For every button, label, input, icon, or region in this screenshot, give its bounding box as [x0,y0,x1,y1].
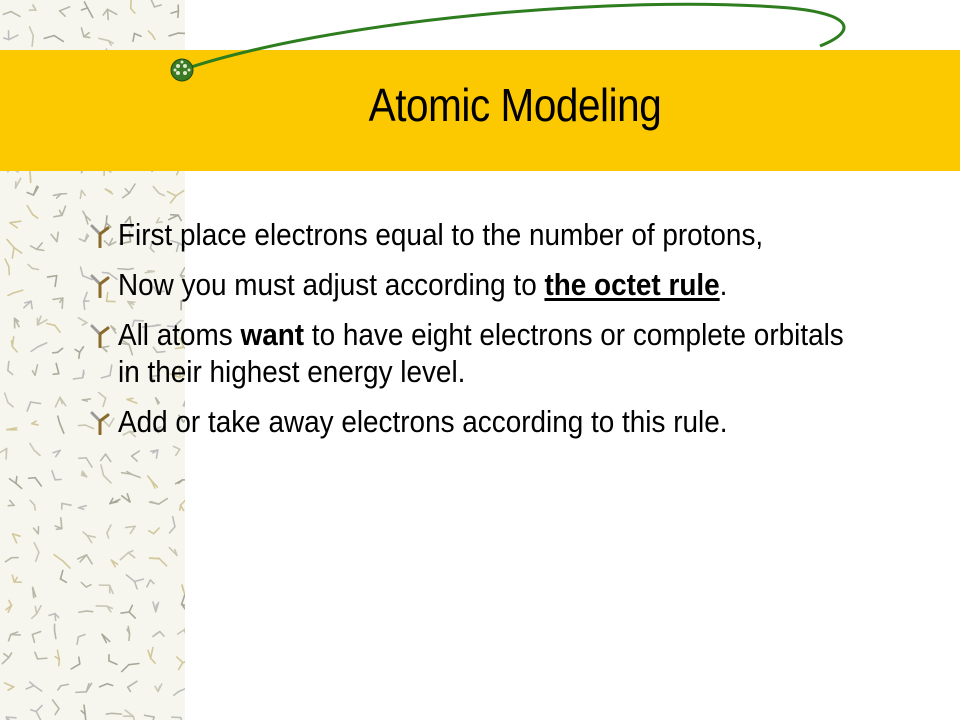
molecule-pattern-mark [5,259,9,275]
molecule-pattern-mark [0,449,7,459]
molecule-pattern-mark [54,206,66,217]
molecule-pattern-mark [55,397,65,407]
molecule-pattern-mark [153,632,164,637]
molecule-pattern-mark [34,543,39,562]
molecule-pattern-mark [2,653,11,664]
molecule-pattern-mark [126,526,136,533]
molecule-pattern-mark [79,611,93,612]
molecule-pattern-mark [150,558,167,566]
molecule-pattern-mark [53,363,59,374]
molecule-pattern-mark [32,365,37,375]
molecule-pattern-mark [148,648,155,664]
molecule-pattern-mark [176,480,185,484]
molecule-pattern-mark [14,318,19,328]
molecule-pattern-mark [106,713,121,714]
molecule-pattern-mark [102,634,110,642]
molecule-pattern-mark [121,605,135,618]
molecule-pattern-mark [30,500,35,510]
molecule-pattern-mark [122,494,130,502]
molecule-pattern-mark [33,587,36,597]
molecule-bullet-icon [88,222,112,248]
molecule-pattern-mark [127,627,130,641]
bullet-text-run: All atoms [118,317,241,352]
molecule-pattern-mark [60,570,66,582]
molecule-pattern-mark [144,715,154,720]
molecule-pattern-mark [26,682,42,691]
bullet-text-run: Add or take away electrons according to this rule. [118,404,728,439]
molecule-pattern-mark [101,465,111,483]
molecule-pattern-mark [10,221,21,228]
molecule-pattern-mark [8,500,14,505]
molecule-pattern-mark [177,657,185,669]
molecule-pattern-mark [27,206,38,219]
molecule-pattern-mark [31,706,42,720]
molecule-pattern-mark [155,684,162,691]
molecule-bullet-icon [88,409,112,435]
molecule-pattern-mark [107,525,111,538]
molecule-pattern-mark [126,575,143,589]
molecule-pattern-mark [111,560,117,567]
molecule-pattern-mark [9,477,21,489]
molecule-pattern-mark [32,632,40,643]
molecule-pattern-mark [51,232,58,241]
bullet-text-run: Now you must adjust according to [118,267,545,302]
slide-title: Atomic Modeling [368,79,662,131]
molecule-pattern-mark [7,239,22,258]
molecule-pattern-mark [54,555,70,568]
molecule-pattern-mark [34,527,39,534]
molecule-pattern-mark [182,585,185,594]
molecule-pattern-mark [12,575,21,582]
molecule-pattern-mark [180,500,185,510]
molecule-pattern-mark [9,632,21,641]
molecule-pattern-mark [53,700,59,715]
molecule-pattern-mark [147,580,154,587]
molecule-pattern-mark [5,558,18,562]
molecule-pattern-mark [79,506,87,510]
molecule-pattern-mark [31,243,44,251]
molecule-pattern-mark [30,443,40,455]
molecule-pattern-mark [174,689,185,695]
bullet-item [88,316,858,390]
molecule-bullet-icon [88,272,112,298]
molecule-pattern-mark [31,343,47,352]
molecule-pattern-mark [169,548,177,556]
molecule-pattern-mark [8,290,23,295]
bullet-text-run: . [719,267,728,302]
molecule-pattern-mark [28,264,38,269]
bullet-text-run: to have eight electrons or complete orbitals in their highest energy level. [118,317,844,389]
bullet-item [88,266,858,303]
molecule-pattern-mark [8,362,13,375]
molecule-pattern-mark [81,471,86,477]
molecule-pattern-mark [55,518,62,530]
molecule-pattern-mark [148,476,158,488]
molecule-pattern-mark [124,710,135,720]
molecule-pattern-mark [76,683,92,692]
molecule-pattern-mark [170,517,175,533]
molecule-pattern-mark [83,532,95,543]
bullet-text [118,316,856,390]
molecule-pattern-mark [47,276,56,287]
bullet-list [88,216,858,453]
molecule-pattern-mark [5,683,14,690]
molecule-pattern-mark [7,428,17,430]
molecule-pattern-mark [149,499,167,505]
molecule-pattern-mark [122,472,140,478]
molecule-pattern-mark [79,458,92,467]
molecule-pattern-mark [58,684,68,690]
molecule-pattern-mark [77,635,85,645]
molecule-pattern-mark [178,623,185,634]
molecule-pattern-mark [81,582,91,587]
molecule-pattern-mark [100,684,113,687]
molecule-pattern-mark [99,585,113,593]
bullet-text [118,216,856,253]
molecule-pattern-mark [24,301,32,308]
molecule-pattern-mark [122,664,139,672]
molecule-pattern-mark [52,471,61,480]
molecule-pattern-mark [153,602,158,612]
atom-ball-icon [171,59,193,81]
molecule-pattern-mark [73,370,84,379]
molecule-pattern-mark [37,316,47,325]
molecule-pattern-mark [55,650,59,665]
molecule-pattern-mark [13,534,20,543]
molecule-pattern-mark [96,606,112,612]
molecule-pattern-mark [81,705,86,720]
molecule-pattern-mark [182,595,185,612]
molecule-pattern-mark [110,498,120,503]
molecule-pattern-mark [58,416,64,433]
bullet-item [88,403,858,440]
molecule-pattern-mark [71,657,80,669]
molecule-pattern-mark [12,337,17,352]
molecule-pattern-mark [55,624,56,638]
bullet-text [118,266,856,303]
molecule-pattern-mark [53,298,63,308]
bullet-text-run: want [240,317,305,352]
molecule-pattern-mark [120,551,134,560]
bullet-text-run: First place electrons equal to the number of protons, [118,217,764,252]
molecule-pattern-mark [6,600,12,612]
bullet-text [118,403,856,440]
molecule-pattern-mark [35,652,47,659]
molecule-pattern-mark [78,318,87,325]
bullet-item [88,216,858,253]
molecule-pattern-mark [128,681,137,691]
molecule-pattern-mark [47,324,60,333]
molecule-pattern-mark [49,614,59,621]
molecule-bullet-icon [88,322,112,348]
molecule-pattern-mark [5,393,13,407]
molecule-pattern-mark [53,450,60,456]
molecule-pattern-mark [29,478,42,486]
molecule-pattern-mark [27,402,40,411]
molecule-pattern-mark [53,348,63,353]
molecule-pattern-mark [32,606,41,619]
molecule-pattern-mark [109,655,117,665]
molecule-pattern-mark [32,421,38,425]
molecule-pattern-mark [78,555,92,564]
molecule-pattern-mark [75,347,83,359]
molecule-pattern-mark [101,454,111,461]
molecule-pattern-mark [62,503,71,509]
bullet-text-run: the octet rule [544,267,720,302]
molecule-pattern-mark [149,528,159,534]
